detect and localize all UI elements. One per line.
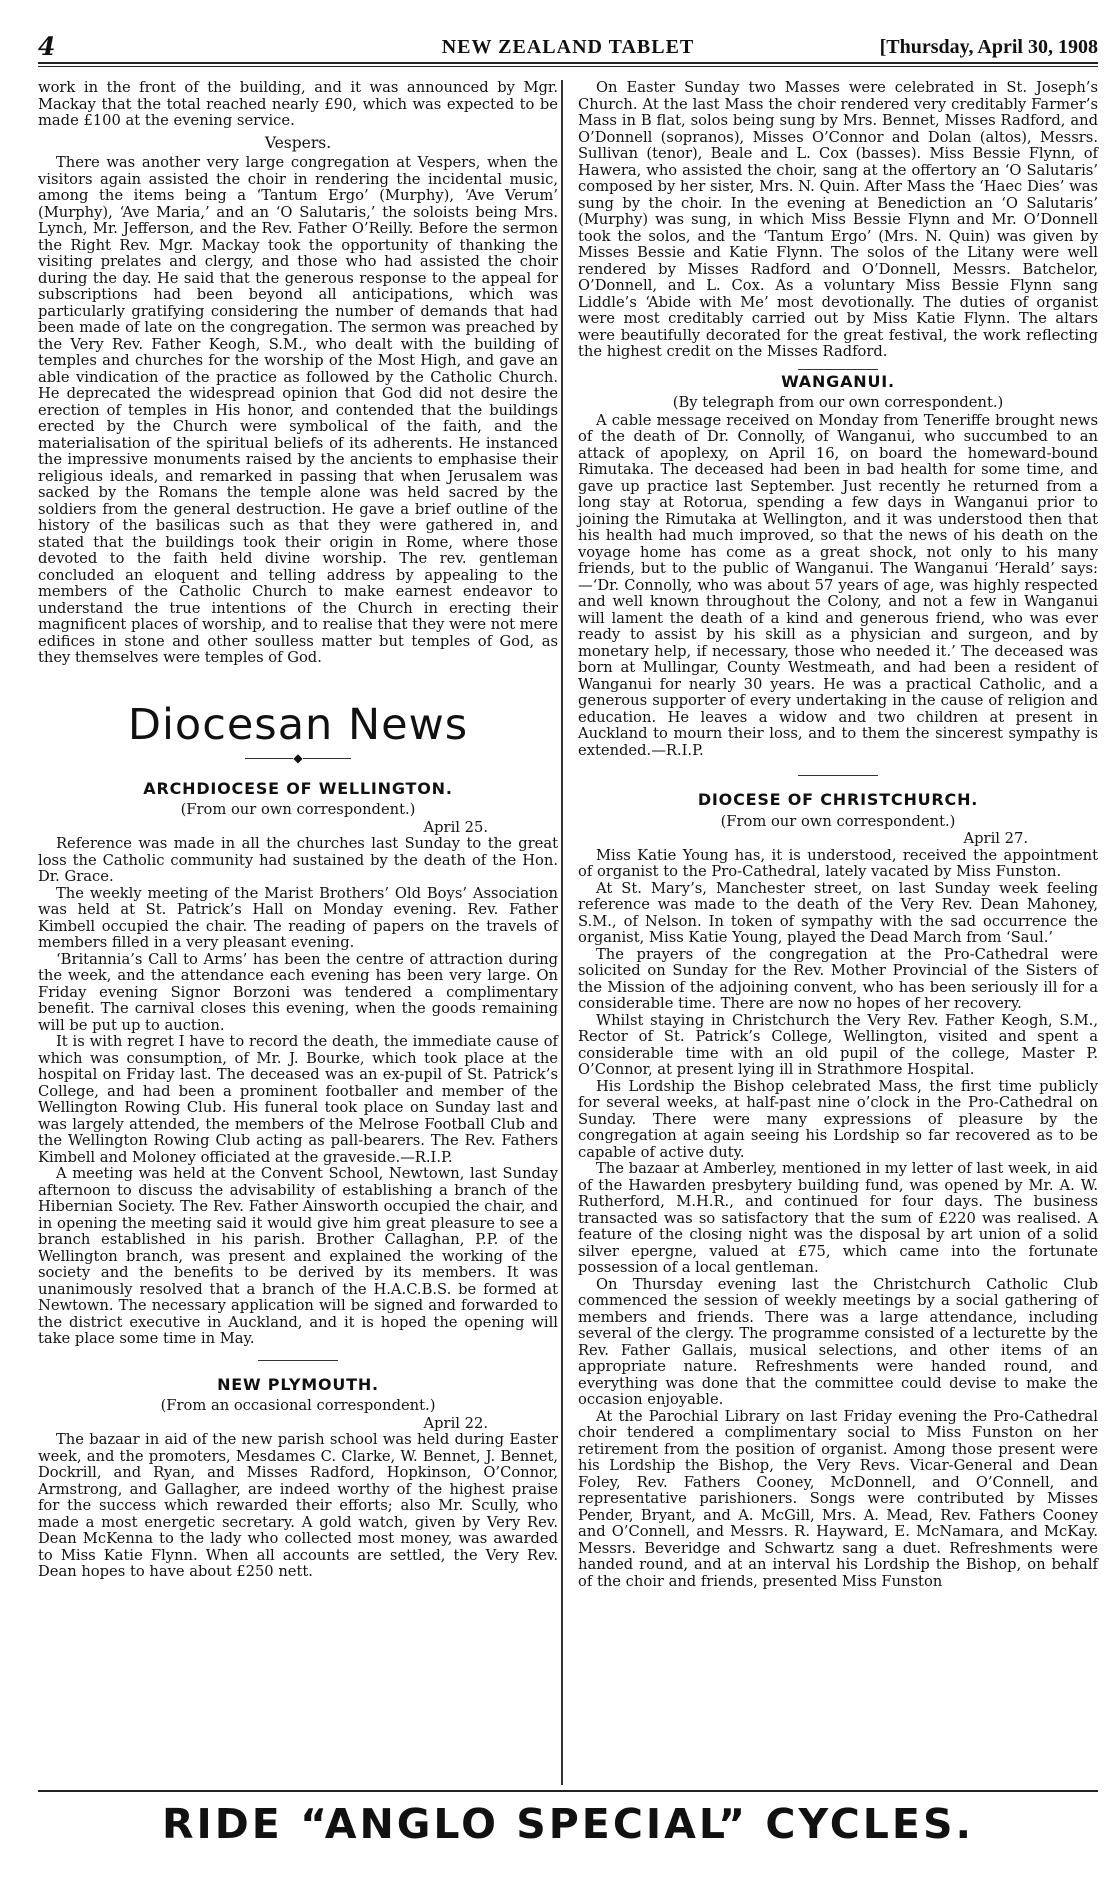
byline: (From an occasional correspondent.) bbox=[160, 1397, 436, 1414]
heading-wellington: ARCHDIOCESE OF WELLINGTON. bbox=[143, 778, 453, 798]
newspaper-title: NEW ZEALAND TABLET bbox=[441, 36, 695, 58]
dateline: April 27. bbox=[963, 830, 1028, 847]
article-paragraph: The prayers of the congregation at the Pro-Cathedral were solicited on Sunday for the Rev. Mother Provincial of the Sisters of the Mission of the adjoining convent, who has been seriously ill for a considerable time. There are now no hopes of her recovery. bbox=[578, 945, 1098, 1012]
footer-rule bbox=[38, 1790, 1098, 1792]
left-column bbox=[38, 80, 558, 1581]
article-paragraph: A cable message received on Monday from Teneriffe brought news of the death of Dr. Connolly, of Wanganui, who succumbed to an attack of apoplexy, on April 16, on board the homeward-bound Rimutaka. The deceased had been in bad health for some time, and gave up practice last September. Just recently he returned from a long stay at Rotorua, spending a few days in Wanganui prior to joining the Rimutaka at Wellington, and it was understood then that his health had much improved, so that the news of his death on the voyage home has come as a great shock, not only to his many friends, but to the public of Wanganui. The Wanganui ‘Herald’ says:—‘Dr. Connolly, who was about 57 years of age, was highly respected and well known throughout the Colony, and not a few in Wanganui will lament the death of a kind and generous friend, who was ever ready to assist by his skill as a physician and surgeon, and by monetary help, if necessary, those who needed it.’ The deceased was born at Mullingar, County Westmeath, and had been a resident of Wanganui for nearly 30 years. He was a practical Catholic, and a generous supporter of every undertaking in the cause of religion and education. He leaves a widow and two children at present in Auckland to mourn their loss, and to them the sincerest sympathy is extended.—R.I.P. bbox=[578, 411, 1098, 759]
article-paragraph: A meeting was held at the Convent School, Newtown, last Sunday afternoon to discuss the advisability of establishing a branch of the Hibernian Society. The Rev. Father Ainsworth occupied the chair, and in opening the meeting said it would give him great pleasure to see a branch established in his parish. Brother Callaghan, P.P. of the Wellington branch, was present and explained the working of the society and the benefits to be derived by its members. It was unanimously resolved that a branch of the H.A.C.B.S. be formed at Newtown. The necessary application will be signed and forwarded to the district executive in Auckland, and it is hoped the opening will take place some time in May. bbox=[38, 1165, 558, 1347]
article-paragraph: On Thursday evening last the Christchurch Catholic Club commenced the session of weekly meetings by a social gathering of members and friends. There was a large attendance, including several of the clergy. The programme consisted of a lecturette by the Rev. Father Gallais, musical selections, and other items of an appropriate nature. Refreshments were handed round, and everything was done that the committee could devise to make the occasion enjoyable. bbox=[578, 1275, 1098, 1408]
byline: (From our own correspondent.) bbox=[180, 801, 416, 818]
byline: (From our own correspondent.) bbox=[720, 812, 956, 830]
article-paragraph: At the Parochial Library on last Friday evening the Pro-Cathedral choir tendered a complimentary social to Miss Funston on her retirement from the position of organist. Among those present were his Lordship the Bishop, the Very Revs. Vicar-General and Dean Foley, Rev. Fathers Cooney, McDonnell, and O’Connell, and representative parishioners. Songs were contributed by Misses Pender, Bryant, and A. McGill, Mrs. A. Mead, Rev. Fathers Cooney and O’Connell, and Messrs. R. Hayward, E. McNamara, and McKay. Messrs. Beveridge and Schwartz sang a duet. Refreshments were handed round, and at an interval his Lordship the Bishop, on behalf of the choir and friends, presented Miss Funston bbox=[578, 1407, 1098, 1590]
dateline: April 22. bbox=[423, 1414, 488, 1432]
subheading-vespers: Vespers. bbox=[264, 133, 332, 152]
right-column bbox=[578, 80, 1098, 1590]
article-paragraph: The bazaar in aid of the new parish school was held during Easter week, and the promoters, Mesdames C. Clarke, W. Bennet, J. Bennet, Dockrill, and Ryan, and Misses Radford, Hopkinson, O’Connor, Armstrong, and Gallagher, are indeed worthy of the highest praise for the success which rewarded their efforts; also Mr. Scully, who made a most energetic secretary. A gold watch, given by Very Rev. Dean McKenna to the lady who collected most money, was awarded to Miss Katie Flynn. When all accounts are settled, the Very Rev. Dean hopes to have about £250 nett. bbox=[38, 1431, 558, 1580]
ornament-divider: ◆ bbox=[38, 751, 558, 765]
section-rule bbox=[798, 369, 878, 370]
article-paragraph: It is with regret I have to record the death, the immediate cause of which was consumption, of Mr. J. Bourke, which took place at the hospital on Friday last. The deceased was an ex-pupil of St. Patrick’s College, and had been a prominent footballer and member of the Wellington Rowing Club. His funeral took place on Sunday last and was largely attended, the members of the Melrose Football Club and the Wellington Rowing Club acting as pall-bearers. The Rev. Fathers Kimbell and Moloney officiated at the graveside.—R.I.P. bbox=[38, 1033, 558, 1166]
dateline: April 25. bbox=[423, 818, 488, 836]
section-rule bbox=[258, 1360, 338, 1361]
column-divider bbox=[561, 80, 563, 1785]
article-paragraph: Whilst staying in Christchurch the Very Rev. Father Keogh, S.M., Rector of St. Patrick’s College, Wellington, visited and spent a considerable time with an old pupil of the college, Master P. O’Connor, at present lying ill in Strathmore Hospital. bbox=[578, 1011, 1098, 1078]
masthead-rule-thin bbox=[38, 66, 1098, 67]
article-paragraph: There was another very large congregation at Vespers, when the visitors again assisted the choir in rendering the incidental music, among the items being a ‘Tantum Ergo’ (Murphy), ‘Ave Verum’ (Murphy), ‘Ave Maria,’ and an ‘O Salutaris,’ the soloists being Mrs. Lynch, Mr. Jefferson, and the Rev. Father O’Reilly. Before the sermon the Right Rev. Mgr. Mackay took the opportunity of thanking the visiting prelates and clergy, and those who had assisted the choir during the day. He said that the generous response to the appeal for subscriptions had been beyond all anticipations, which was particularly gratifying considering the number of demands that had been made of late on the congregation. The sermon was preached by the Very Rev. Father Keogh, S.M., who dealt with the building of temples and churches for the worship of the Most High, and gave an able vindication of the practice as followed by the Catholic Church. He deprecated the widespread opinion that God did not desire the erection of temples in His honor, and contended that the buildings erected by the Church were symbolical of the faith, and the materialisation of the spiritual beliefs of its adherents. He instanced the impressive monuments raised by the ancients to emphasise their religious ideals, and remarked in passing that when Jerusalem was sacked by the Romans the temple alone was held sacred by the soldiers from the general destruction. He gave a brief outline of the history of the basilicas such as that they were gathered in, and stated that the buildings took their origin in Rome, where those devoted to the faith held divine worship. The rev. gentleman concluded an eloquent and telling address by appealing to the members of the Catholic Church to make earnest endeavor to understand the true intentions of the Church in erecting their magnificent places of worship, and to realise that they were not mere edifices in stone and other soulless matter but temples of God, as they themselves were temples of God. bbox=[38, 154, 558, 666]
article-paragraph: On Easter Sunday two Masses were celebrated in St. Joseph’s Church. At the last Mass the choir rendered very creditably Farmer’s Mass in B flat, solos being sung by Mrs. Bennet, Misses Radford, and O’Donnell (sopranos), Misses O’Connor and Dolan (altos), Messrs. Sullivan (tenor), Beale and L. Cox (basses). Miss Bessie Flynn, of Hawera, who assisted the choir, sang at the offertory an ‘O Salutaris’ composed by her sister, Mrs. N. Quin. After Mass the ‘Haec Dies’ was sung by the choir. In the evening at Benediction an ‘O Salutaris’ (Murphy) was sung, in which Miss Bessie Flynn and Mr. O’Donnell took the solos, and the ‘Tantum Ergo’ (Mrs. N. Quin) was given by Misses Bessie and Katie Flynn. The solos of the Litany were well rendered by Misses Radford and O’Donnell, Messrs. Batchelor, O’Donnell, and L. Cox. As a voluntary Miss Bessie Flynn sang Liddle’s ‘Abide with Me’ most devotionally. The duties of organist were most creditably carried out by Miss Katie Flynn. The altars were beautifully decorated for the great festival, the work reflecting the highest credit on the Misses Radford. bbox=[578, 79, 1098, 360]
issue-date: [Thursday, April 30, 1908 bbox=[879, 36, 1098, 58]
article-paragraph: The bazaar at Amberley, mentioned in my letter of last week, in aid of the Hawarden presbytery building fund, was opened by Mr. A. W. Rutherford, M.H.R., and continued for four days. The business transacted was so satisfactory that the sum of £220 was realised. A feature of the closing night was the disposal by art union of a solid silver epergne, valued at £75, which came into the fortunate possession of a local gentleman. bbox=[578, 1160, 1098, 1276]
article-paragraph: The weekly meeting of the Marist Brothers’ Old Boys’ Association was held at St. Patrick’s Hall on Monday evening. Rev. Father Kimbell occupied the chair. The reading of papers on the travels of members filled in a very pleasant evening. bbox=[38, 884, 558, 951]
page-number: 4 bbox=[38, 32, 56, 61]
heading-wanganui: WANGANUI. bbox=[781, 371, 895, 391]
masthead-rule bbox=[38, 62, 1098, 64]
article-paragraph: His Lordship the Bishop celebrated Mass, the first time publicly for several weeks, at half-past nine o’clock in the Pro-Cathedral on Sunday. There were many expressions of pleasure by the congregation at again seeing his Lordship so far recovered as to be capable of active duty. bbox=[578, 1077, 1098, 1161]
footer-advertisement: RIDE “ANGLO SPECIAL” CYCLES. bbox=[161, 1800, 975, 1848]
masthead bbox=[38, 28, 1098, 61]
article-paragraph: At St. Mary’s, Manchester street, on last Sunday week feeling reference was made to the death of the Very Rev. Dean Mahoney, S.M., of Nelson. In token of sympathy with the sad occurrence the organist, Miss Katie Young, played the Dead March from ‘Saul.’ bbox=[578, 879, 1098, 946]
article-paragraph: ‘Britannia’s Call to Arms’ has been the centre of attraction during the week, and the attendance each evening has been very large. On Friday evening Signor Borzoni was tendered a complimentary benefit. The carnival closes this evening, when the goods remaining will be put up to auction. bbox=[38, 950, 558, 1034]
article-paragraph: work in the front of the building, and it was announced by Mgr. Mackay that the total reached nearly £90, which was expected to be made £100 at the evening service. bbox=[38, 79, 558, 129]
article-paragraph: Miss Katie Young has, it is understood, received the appointment of organist to the Pro-Cathedral, lately vacated by Miss Funston. bbox=[578, 846, 1098, 880]
heading-new-plymouth: NEW PLYMOUTH. bbox=[217, 1374, 379, 1394]
section-title: Diocesan News bbox=[127, 699, 469, 750]
byline: (By telegraph from our own correspondent.) bbox=[672, 394, 1004, 411]
heading-christchurch: DIOCESE OF CHRISTCHURCH. bbox=[697, 790, 979, 809]
section-rule bbox=[798, 775, 878, 776]
article-paragraph: Reference was made in all the churches last Sunday to the great loss the Catholic community had sustained by the death of the Hon. Dr. Grace. bbox=[38, 835, 558, 885]
